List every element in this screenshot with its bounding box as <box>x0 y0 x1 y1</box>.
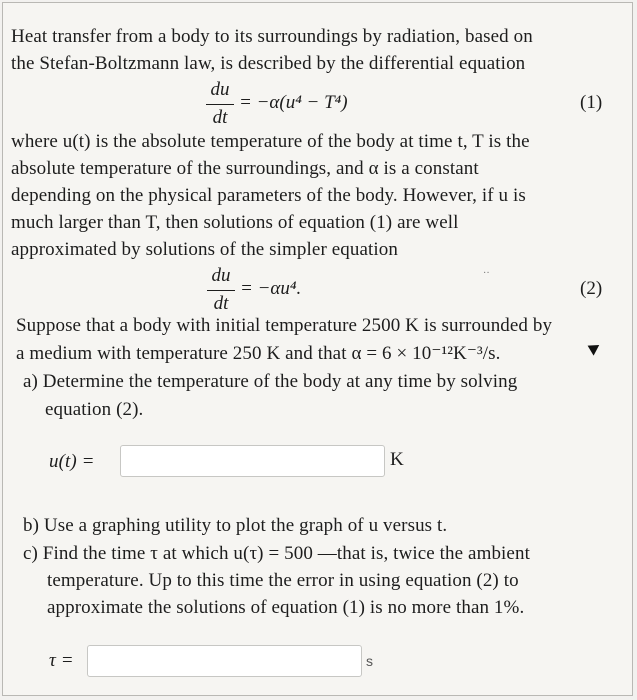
part-c-line-2: temperature. Up to this time the error in using equation (2) to <box>47 570 519 591</box>
part-c-input-label: τ = <box>49 650 74 671</box>
description-line-3: depending on the physical parameters of the body. However, if u is <box>11 185 526 206</box>
description-line-5: approximated by solutions of the simpler equation <box>11 239 398 260</box>
description-line-4: much larger than T, then solutions of equation (1) are well <box>11 212 459 233</box>
eq2-denominator: dt <box>213 293 229 314</box>
part-a-input-label: u(t) = <box>49 451 95 472</box>
description-line-2: absolute temperature of the surroundings, and α is a constant <box>11 158 479 179</box>
eq2-rhs: = −αu⁴. <box>240 278 302 299</box>
eq1-numerator: du <box>210 79 230 100</box>
eq1-fraction-bar <box>206 104 234 105</box>
eq1-rhs: = −α(u⁴ − T⁴) <box>239 92 348 113</box>
eq2-numerator: du <box>211 265 231 286</box>
intro-line-2: the Stefan-Boltzmann law, is described by the differential equation <box>11 53 526 74</box>
eq2-fraction-bar <box>207 290 235 291</box>
description-line-1: where u(t) is the absolute temperature of the body at time t, T is the <box>11 131 530 152</box>
part-a-line-2: equation (2). <box>45 399 144 420</box>
speck-mark: ·· <box>483 268 490 279</box>
problem-card <box>2 2 633 696</box>
setup-line-2: a medium with temperature 250 K and that α = 6 × 10⁻¹²K⁻³/s. <box>16 343 501 364</box>
part-c-line-3: approximate the solutions of equation (1) is no more than 1%. <box>47 597 525 618</box>
part-b-line-1: b) Use a graphing utility to plot the graph of u versus t. <box>23 515 448 536</box>
eq1-label: (1) <box>580 92 603 113</box>
intro-line-1: Heat transfer from a body to its surroundings by radiation, based on <box>11 26 533 47</box>
part-a-unit: K <box>390 449 404 470</box>
part-a-line-1: a) Determine the temperature of the body at any time by solving <box>23 371 518 392</box>
part-c-unit: s <box>366 653 373 669</box>
mouse-cursor-icon <box>585 340 599 355</box>
setup-line-1: Suppose that a body with initial temperature 2500 K is surrounded by <box>16 315 553 336</box>
eq1-denominator: dt <box>212 107 228 128</box>
time-answer-input[interactable] <box>87 645 362 677</box>
temperature-answer-input[interactable] <box>120 445 385 477</box>
eq2-label: (2) <box>580 278 603 299</box>
part-c-line-1: c) Find the time τ at which u(τ) = 500 —that is, twice the ambient <box>23 543 530 564</box>
